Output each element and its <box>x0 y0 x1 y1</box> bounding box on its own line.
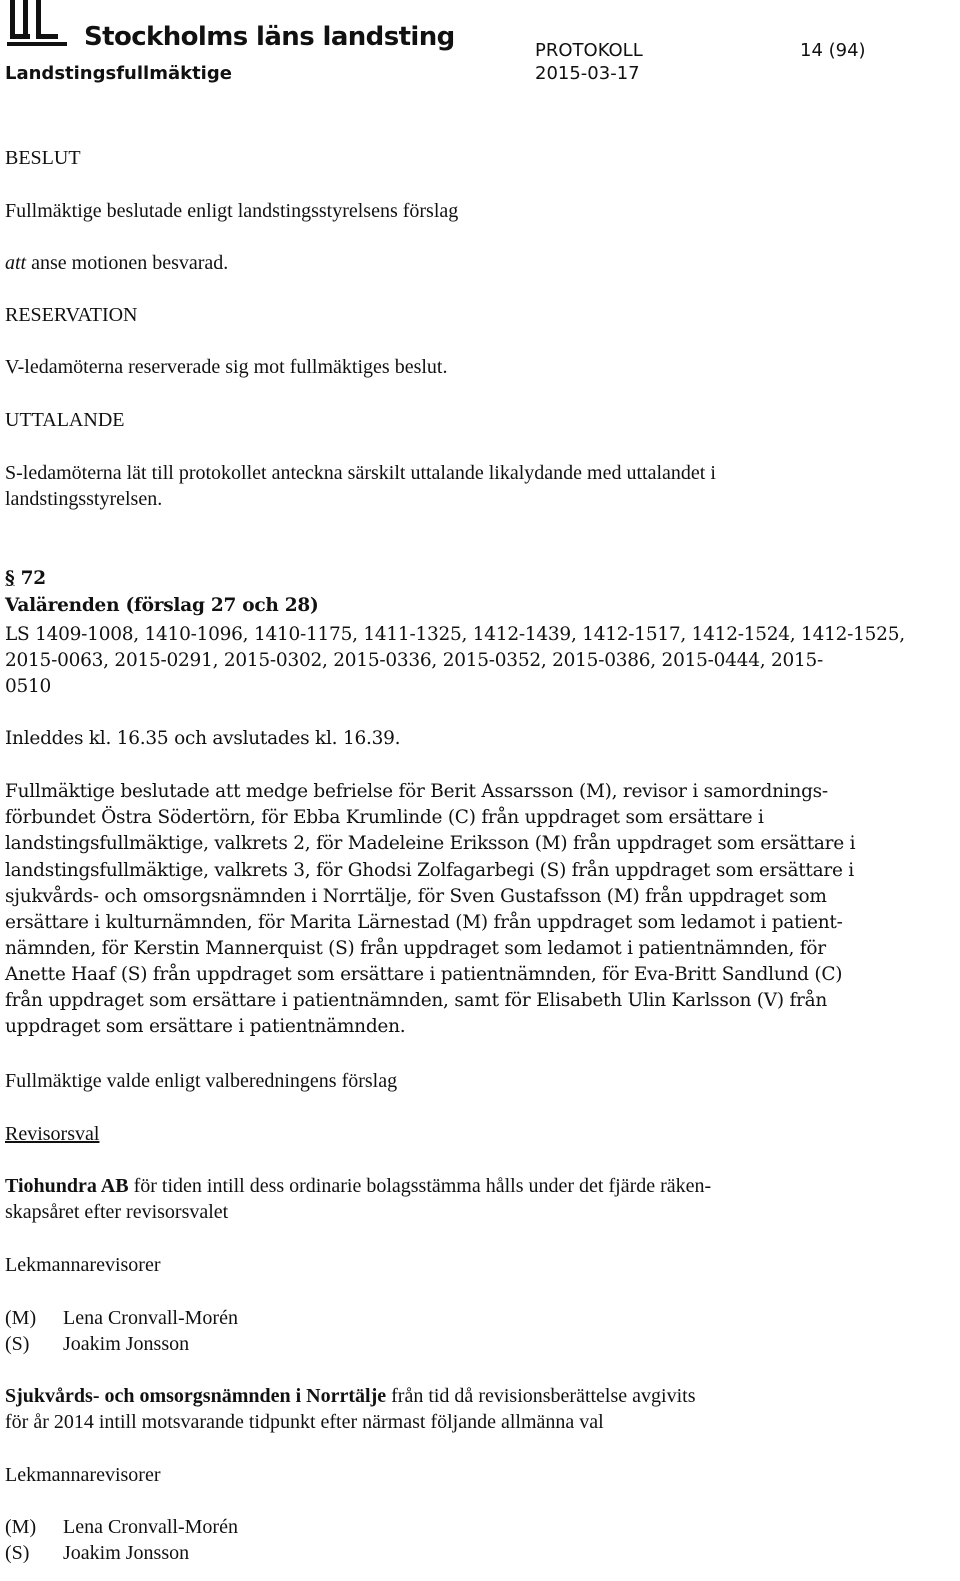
sll-logo-icon <box>7 0 67 50</box>
sjukvard-name: Sjukvårds- och omsorgsnämnden i Norrtälje <box>5 1385 387 1407</box>
tiohundra-name: Tiohundra AB <box>5 1175 129 1197</box>
doc-date: 2015-03-17 <box>535 63 640 84</box>
reservation-text: V-ledamöterna reserverade sig mot fullmäktiges beslut. <box>5 356 448 378</box>
member-name: Lena Cronvall-Morén <box>63 1307 238 1329</box>
att-word: att <box>5 252 27 274</box>
befrielse-line: uppdraget som ersättare i patientnämnden. <box>5 1016 406 1037</box>
lekmannarevisorer-heading: Lekmannarevisorer <box>5 1464 161 1486</box>
tiohundra-line-2: skapsåret efter revisorsvalet <box>5 1201 229 1223</box>
beslut-line-2-rest: anse motionen besvarad. <box>26 252 229 274</box>
member-row <box>5 1331 189 1357</box>
uttalande-heading: UTTALANDE <box>5 409 125 431</box>
befrielse-line: Anette Haaf (S) från uppdraget som ersättare i patientnämnden, för Eva-Britt Sandlund (C) <box>5 964 843 985</box>
member-name: Lena Cronvall-Morén <box>63 1516 238 1538</box>
member-name: Joakim Jonsson <box>63 1333 190 1355</box>
member-row <box>5 1514 238 1540</box>
org-name: Stockholms läns landsting <box>84 22 455 52</box>
befrielse-line: landstingsfullmäktige, valkrets 3, för Ghodsi Zolfagarbegi (S) från uppdraget som ersättare i <box>5 860 854 881</box>
member-name: Joakim Jonsson <box>63 1542 190 1564</box>
befrielse-line: landstingsfullmäktige, valkrets 2, för Madeleine Eriksson (M) från uppdraget som ersättare i <box>5 833 856 854</box>
befrielse-line: sjukvårds- och omsorgsnämnden i Norrtälje, för Sven Gustafsson (M) från uppdraget som <box>5 886 827 907</box>
member-row <box>5 1305 238 1331</box>
valde-text: Fullmäktige valde enligt valberedningens förslag <box>5 1070 398 1092</box>
revisorsval-heading: Revisorsval <box>5 1123 100 1145</box>
tiohundra-line-1: Tiohundra AB för tiden intill dess ordinarie bolagsstämma hålls under det fjärde räken- <box>5 1175 712 1197</box>
timing-text: Inleddes kl. 16.35 och avslutades kl. 16.39. <box>5 728 401 749</box>
lekmannarevisorer-heading: Lekmannarevisorer <box>5 1254 161 1276</box>
member-row <box>5 1540 189 1566</box>
befrielse-line: nämnden, för Kerstin Mannerquist (S) från uppdraget som ledamot i patientnämnden, för <box>5 938 826 959</box>
uttalande-line: landstingsstyrelsen. <box>5 488 163 510</box>
befrielse-line: ersättare i kulturnämnden, för Marita Lärnestad (M) från uppdraget som ledamot i patient- <box>5 912 843 933</box>
member-party: (M) <box>5 1307 37 1329</box>
sjukvard-line-1: Sjukvårds- och omsorgsnämnden i Norrtälje från tid då revisionsberättelse avgivits <box>5 1385 696 1407</box>
doc-type: PROTOKOLL <box>535 40 643 61</box>
ref-line: 0510 <box>5 676 52 697</box>
beslut-line-1: Fullmäktige beslutade enligt landstingsstyrelsens förslag <box>5 200 459 222</box>
page-number: 14 (94) <box>800 40 866 61</box>
sjukvard-line-2: för år 2014 intill motsvarande tidpunkt efter närmast följande allmänna val <box>5 1411 604 1433</box>
member-party: (S) <box>5 1333 30 1355</box>
department-name: Landstingsfullmäktige <box>5 63 232 84</box>
member-party: (S) <box>5 1542 30 1564</box>
ref-line: LS 1409-1008, 1410-1096, 1410-1175, 1411-1325, 1412-1439, 1412-1517, 1412-1524, 1412-1525, <box>5 624 905 645</box>
uttalande-line: S-ledamöterna lät till protokollet anteckna särskilt uttalande likalydande med uttalandet i <box>5 462 716 484</box>
section-title: Valärenden (förslag 27 och 28) <box>5 595 319 616</box>
befrielse-line: förbundet Östra Södertörn, för Ebba Krumlinde (C) från uppdraget som ersättare i <box>5 807 764 828</box>
befrielse-line: från uppdraget som ersättare i patientnämnden, samt för Elisabeth Ulin Karlsson (V) från <box>5 990 828 1011</box>
befrielse-line: Fullmäktige beslutade att medge befrielse för Berit Assarsson (M), revisor i samordnings- <box>5 781 828 802</box>
section-number: § 72 <box>5 568 46 589</box>
section-sign: § <box>5 568 15 589</box>
ref-line: 2015-0063, 2015-0291, 2015-0302, 2015-0336, 2015-0352, 2015-0386, 2015-0444, 2015- <box>5 650 824 671</box>
beslut-heading: BESLUT <box>5 147 81 169</box>
beslut-line-2 <box>5 250 228 276</box>
member-party: (M) <box>5 1516 37 1538</box>
reservation-heading: RESERVATION <box>5 304 138 326</box>
